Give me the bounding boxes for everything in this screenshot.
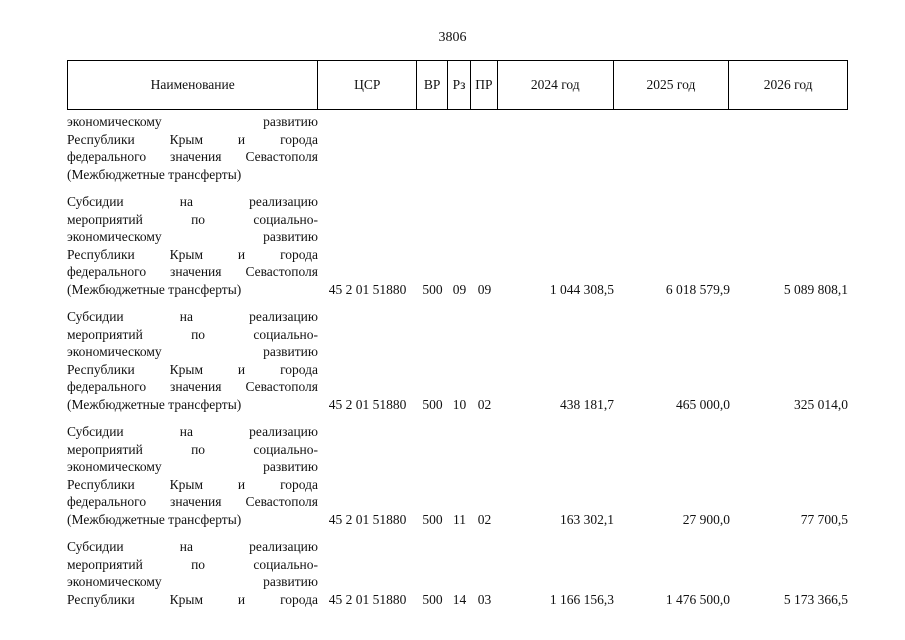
name-line: Республики Крым и города (67, 131, 318, 147)
name-line: Субсидии на реализацию (67, 309, 318, 324)
name-line: федерального значения Севастополя (67, 494, 318, 509)
name-line: экономическому развитию (67, 344, 318, 359)
table-header (67, 60, 848, 110)
header-csr: ЦСР (318, 61, 417, 109)
name-line: федерального значения Севастополя (67, 379, 318, 394)
name-line: федерального значения Севастополя (67, 149, 318, 164)
header-vr: ВР (417, 61, 448, 109)
row-2025: 27 900,0 (682, 511, 730, 527)
header-pr: ПР (471, 61, 498, 109)
header-2026: 2026 год (763, 77, 813, 92)
row-2026: 5 173 366,5 (783, 591, 848, 607)
name-line: Субсидии на реализацию (67, 194, 318, 209)
row-2024: 1 044 308,5 (549, 281, 614, 297)
name-line: Республики Крым и города (67, 246, 318, 262)
name-line: экономическому развитию (67, 229, 318, 244)
row-vr: 500 (422, 511, 443, 527)
name-line: Республики Крым и города (67, 591, 318, 607)
row-csr: 45 2 01 51880 (328, 511, 407, 527)
name-line: Республики Крым и города (67, 476, 318, 492)
name-line: Республики Крым и города (67, 361, 318, 377)
row-name (67, 193, 318, 298)
row-rz: 09 (452, 281, 467, 297)
header-2025: 2025 год (614, 61, 730, 109)
name-line: мероприятий по социально- (67, 441, 318, 457)
row-csr: 45 2 01 51880 (328, 281, 407, 297)
name-line: экономическому развитию (67, 574, 318, 589)
table-row (67, 423, 848, 528)
name-line: мероприятий по социально- (67, 211, 318, 227)
name-line: (Межбюджетные трансферты) (67, 281, 242, 297)
table-row (67, 113, 848, 183)
row-name (67, 538, 318, 608)
row-2025: 1 476 500,0 (665, 591, 730, 607)
table-body (67, 113, 848, 608)
name-line: мероприятий по социально- (67, 326, 318, 342)
row-name (67, 308, 318, 413)
name-line: (Межбюджетные трансферты) (67, 511, 242, 527)
name-line: федерального значения Севастополя (67, 264, 318, 279)
row-rz: 10 (452, 396, 467, 412)
row-2024: 1 166 156,3 (549, 591, 614, 607)
name-line: экономическому развитию (67, 459, 318, 474)
row-name (67, 113, 318, 183)
row-vr: 500 (422, 396, 443, 412)
row-vr: 500 (422, 591, 443, 607)
row-2025: 465 000,0 (676, 396, 730, 412)
row-rz: 14 (452, 591, 467, 607)
page-number: 3806 (438, 30, 467, 45)
row-name (67, 423, 318, 528)
row-2024: 438 181,7 (560, 396, 614, 412)
row-pr: 03 (477, 591, 492, 607)
row-vr: 500 (422, 281, 443, 297)
row-csr: 45 2 01 51880 (328, 396, 407, 412)
row-2025: 6 018 579,9 (665, 281, 730, 297)
table-row (67, 538, 848, 608)
name-line: Субсидии на реализацию (67, 424, 318, 439)
row-pr: 09 (477, 281, 492, 297)
row-2026: 5 089 808,1 (783, 281, 848, 297)
name-line: Субсидии на реализацию (67, 539, 318, 554)
header-rz: Рз (448, 61, 471, 109)
row-2026: 325 014,0 (794, 396, 848, 412)
name-line: (Межбюджетные трансферты) (67, 396, 242, 412)
table-row (67, 193, 848, 298)
row-pr: 02 (477, 511, 492, 527)
header-2024: 2024 год (498, 61, 614, 109)
name-line: экономическому развитию (67, 114, 318, 129)
row-2026: 77 700,5 (800, 511, 848, 527)
row-rz: 11 (453, 511, 466, 527)
name-line: мероприятий по социально- (67, 556, 318, 572)
name-line: (Межбюджетные трансферты) (67, 166, 242, 182)
header-name: Наименование (68, 61, 318, 109)
row-2024: 163 302,1 (560, 511, 614, 527)
row-pr: 02 (477, 396, 492, 412)
table-row (67, 308, 848, 413)
row-csr: 45 2 01 51880 (328, 591, 407, 607)
